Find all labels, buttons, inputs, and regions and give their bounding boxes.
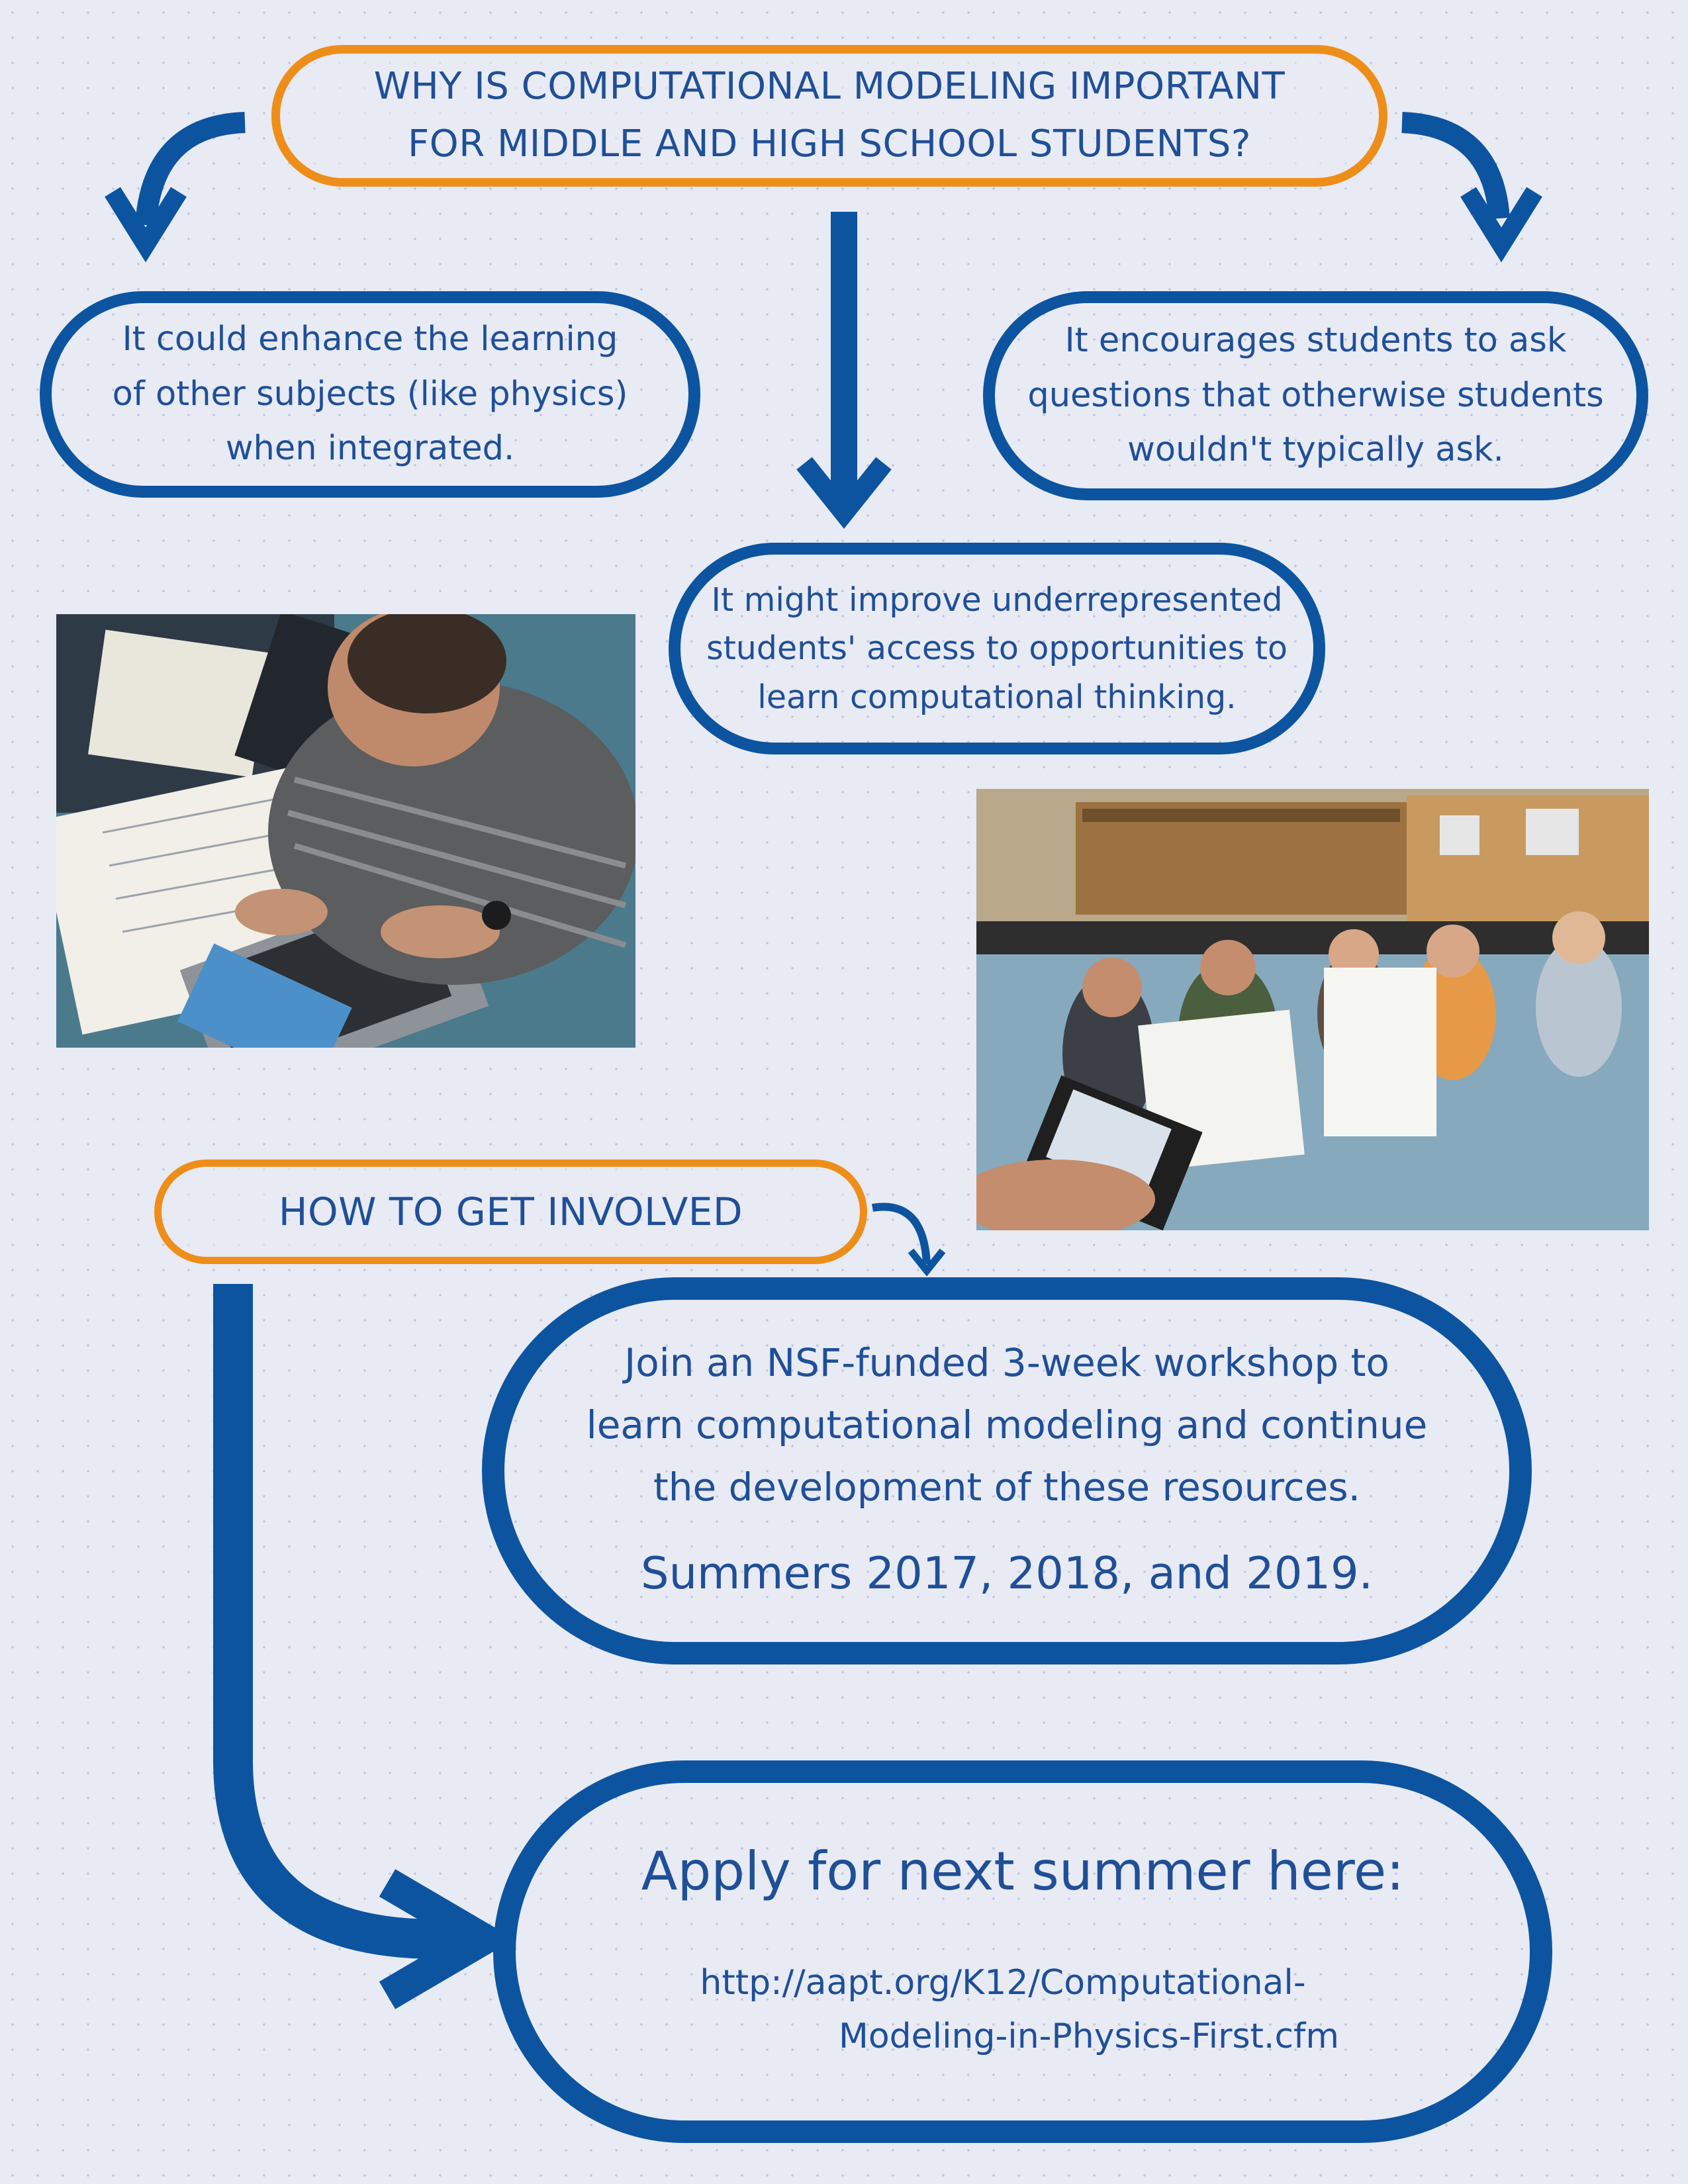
workshop-years: Summers 2017, 2018, and 2019.	[641, 1547, 1373, 1600]
reason-2-line-2: questions that otherwise students	[1027, 375, 1604, 415]
workshop-pill	[482, 1277, 1532, 1664]
photo-teacher-at-laptop	[56, 614, 635, 1048]
question-line-1: WHY IS COMPUTATIONAL MODELING IMPORTANT	[373, 65, 1286, 109]
how-to-get-involved-pill	[154, 1160, 867, 1264]
reason-3-line-1: It might improve underrepresented	[711, 580, 1283, 619]
reason-pill-encourage-questions	[983, 291, 1648, 500]
reason-2-line-1: It encourages students to ask	[1064, 321, 1567, 361]
reason-pill-enhance-learning	[40, 291, 700, 498]
reason-3-line-2: students' access to opportunities to	[706, 629, 1288, 668]
apply-url-line-1[interactable]: http://aapt.org/K12/Computational-	[700, 1963, 1306, 2003]
reason-3-line-3: learn computational thinking.	[757, 678, 1237, 716]
reason-2-line-3: wouldn't typically ask.	[1127, 430, 1504, 470]
how-to-get-involved-label: HOW TO GET INVOLVED	[278, 1189, 743, 1234]
question-pill	[271, 45, 1387, 187]
workshop-line-3: the development of these resources.	[653, 1465, 1361, 1510]
arrow-to-apply	[233, 1284, 463, 1939]
question-text	[374, 58, 1285, 173]
reason-1-line-3: when integrated.	[225, 429, 515, 469]
apply-title: Apply for next summer here:	[641, 1841, 1405, 1903]
question-line-2: FOR MIDDLE AND HIGH SCHOOL STUDENTS?	[407, 122, 1252, 165]
apply-pill[interactable]	[493, 1760, 1552, 2143]
apply-url-link[interactable]	[641, 1956, 1404, 2063]
photo-group-illustration	[976, 789, 1649, 1230]
reason-1-line-2: of other subjects (like physics)	[112, 374, 628, 414]
reason-1-line-1: It could enhance the learning	[122, 320, 618, 359]
workshop-line-1: Join an NSF-funded 3-week workshop to	[624, 1340, 1389, 1386]
photo-teacher-group	[976, 789, 1649, 1230]
reason-pill-underrepresented-access	[669, 543, 1325, 754]
apply-url-line-2[interactable]: Modeling-in-Physics-First.cfm	[838, 2017, 1340, 2056]
photo-teacher-illustration	[56, 614, 635, 1048]
workshop-line-2: learn computational modeling and continue	[586, 1402, 1428, 1448]
